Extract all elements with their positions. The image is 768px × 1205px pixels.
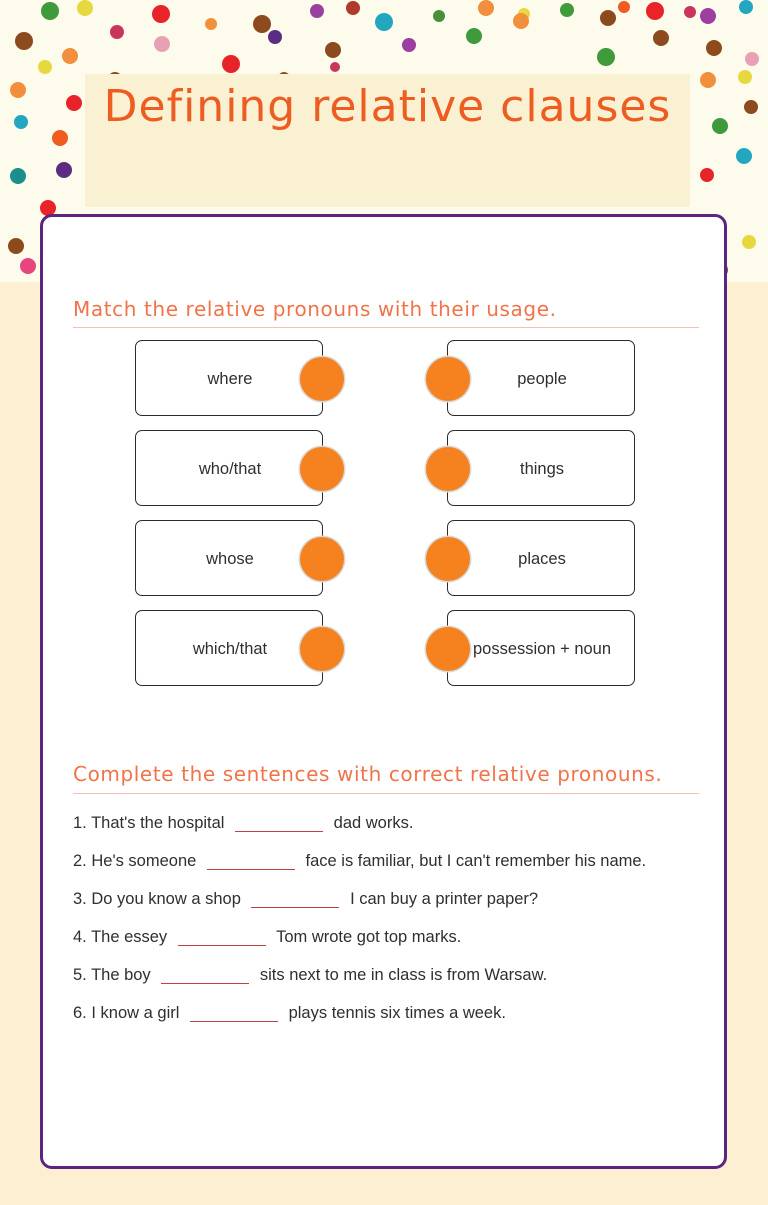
match-box-right-1[interactable] xyxy=(447,430,635,506)
confetti-dot xyxy=(77,0,93,16)
sentence-before-5: I know a girl xyxy=(91,1004,180,1022)
confetti-dot xyxy=(736,148,752,164)
confetti-dot xyxy=(712,118,728,134)
match-connector-dot-left-0[interactable] xyxy=(300,357,344,401)
confetti-dot xyxy=(700,72,716,88)
completion-section-rule xyxy=(73,793,699,794)
confetti-dot xyxy=(14,115,28,129)
answer-blank-5[interactable] xyxy=(190,1001,278,1022)
match-connector-dot-right-3[interactable] xyxy=(426,627,470,671)
match-box-right-2[interactable] xyxy=(447,520,635,596)
list-item xyxy=(73,885,703,913)
answer-blank-0[interactable] xyxy=(235,811,323,832)
confetti-dot xyxy=(478,0,494,16)
confetti-dot xyxy=(646,2,664,20)
sentence-before-4: The boy xyxy=(91,966,151,984)
completion-section-heading: Complete the sentences with correct relative pronouns. xyxy=(73,762,663,786)
confetti-dot xyxy=(20,258,36,274)
match-connector-dot-left-3[interactable] xyxy=(300,627,344,671)
match-connector-dot-right-1[interactable] xyxy=(426,447,470,491)
confetti-dot xyxy=(738,70,752,84)
sentence-after-3: Tom wrote got top marks. xyxy=(276,928,462,946)
match-box-left-0[interactable] xyxy=(135,340,323,416)
confetti-dot xyxy=(56,162,72,178)
confetti-dot xyxy=(618,1,630,13)
confetti-dot xyxy=(38,60,52,74)
confetti-dot xyxy=(152,5,170,23)
confetti-dot xyxy=(597,48,615,66)
match-box-left-1[interactable] xyxy=(135,430,323,506)
sentence-number-3: 4. xyxy=(73,928,87,946)
match-box-right-0[interactable] xyxy=(447,340,635,416)
sentence-after-4: sits next to me in class is from Warsaw. xyxy=(259,966,548,984)
match-label-left-2: whose xyxy=(206,549,254,568)
confetti-dot xyxy=(52,130,68,146)
match-connector-dot-right-2[interactable] xyxy=(426,537,470,581)
confetti-dot xyxy=(700,168,714,182)
confetti-dot xyxy=(15,32,33,50)
confetti-dot xyxy=(10,82,26,98)
confetti-dot xyxy=(706,40,722,56)
confetti-dot xyxy=(41,2,59,20)
confetti-dot xyxy=(466,28,482,44)
confetti-dot xyxy=(10,168,26,184)
list-item xyxy=(73,999,703,1027)
sentence-number-2: 3. xyxy=(73,890,87,908)
confetti-dot xyxy=(684,6,696,18)
sentence-list xyxy=(73,809,703,1037)
sentence-number-5: 6. xyxy=(73,1004,87,1022)
match-label-right-2: places xyxy=(518,549,566,568)
answer-blank-4[interactable] xyxy=(161,963,249,984)
confetti-dot xyxy=(268,30,282,44)
page-title: Defining relative clauses xyxy=(103,81,672,132)
sentence-before-0: That's the hospital xyxy=(91,814,225,832)
match-box-right-3[interactable] xyxy=(447,610,635,686)
list-item xyxy=(73,847,703,875)
confetti-dot xyxy=(66,95,82,111)
list-item xyxy=(73,809,703,837)
answer-blank-3[interactable] xyxy=(178,925,266,946)
sentence-number-1: 2. xyxy=(73,852,87,870)
confetti-dot xyxy=(375,13,393,31)
answer-blank-1[interactable] xyxy=(207,849,295,870)
confetti-dot xyxy=(110,25,124,39)
confetti-dot xyxy=(700,8,716,24)
confetti-dot xyxy=(745,52,759,66)
confetti-dot xyxy=(742,235,756,249)
match-label-left-3: which/that xyxy=(192,639,268,658)
confetti-dot xyxy=(402,38,416,52)
sentence-after-0: dad works. xyxy=(333,814,414,832)
confetti-dot xyxy=(325,42,341,58)
sentence-before-1: He's someone xyxy=(91,852,197,870)
sentence-number-4: 5. xyxy=(73,966,87,984)
sentence-before-2: Do you know a shop xyxy=(91,890,241,908)
confetti-dot xyxy=(560,3,574,17)
match-box-left-3[interactable] xyxy=(135,610,323,686)
sentence-after-1: face is familiar, but I can't remember his name. xyxy=(305,852,647,870)
sentence-before-3: The essey xyxy=(91,928,168,946)
confetti-dot xyxy=(600,10,616,26)
confetti-dot xyxy=(205,18,217,30)
sentence-after-5: plays tennis six times a week. xyxy=(288,1004,506,1022)
match-connector-dot-right-0[interactable] xyxy=(426,357,470,401)
confetti-dot xyxy=(653,30,669,46)
sentence-number-0: 1. xyxy=(73,814,87,832)
answer-blank-2[interactable] xyxy=(251,887,339,908)
confetti-dot xyxy=(253,15,271,33)
confetti-dot xyxy=(154,36,170,52)
worksheet-card xyxy=(40,214,727,1169)
list-item xyxy=(73,961,703,989)
confetti-dot xyxy=(346,1,360,15)
confetti-dot xyxy=(310,4,324,18)
match-label-right-0: people xyxy=(517,369,567,388)
confetti-dot xyxy=(330,62,340,72)
match-label-left-1: who/that xyxy=(198,459,262,478)
match-box-left-2[interactable] xyxy=(135,520,323,596)
match-label-right-3: possession + noun xyxy=(472,639,612,658)
sentence-after-2: I can buy a printer paper? xyxy=(350,890,539,908)
match-connector-dot-left-1[interactable] xyxy=(300,447,344,491)
match-connector-dot-left-2[interactable] xyxy=(300,537,344,581)
confetti-dot xyxy=(513,13,529,29)
confetti-dot xyxy=(222,55,240,73)
confetti-dot xyxy=(8,238,24,254)
list-item xyxy=(73,923,703,951)
match-label-right-1: things xyxy=(519,459,565,478)
matching-section-rule xyxy=(73,327,699,328)
match-label-left-0: where xyxy=(207,369,253,388)
confetti-dot xyxy=(739,0,753,14)
confetti-dot xyxy=(744,100,758,114)
confetti-dot xyxy=(433,10,445,22)
confetti-dot xyxy=(62,48,78,64)
matching-section-heading: Match the relative pronouns with their usage. xyxy=(73,297,557,321)
